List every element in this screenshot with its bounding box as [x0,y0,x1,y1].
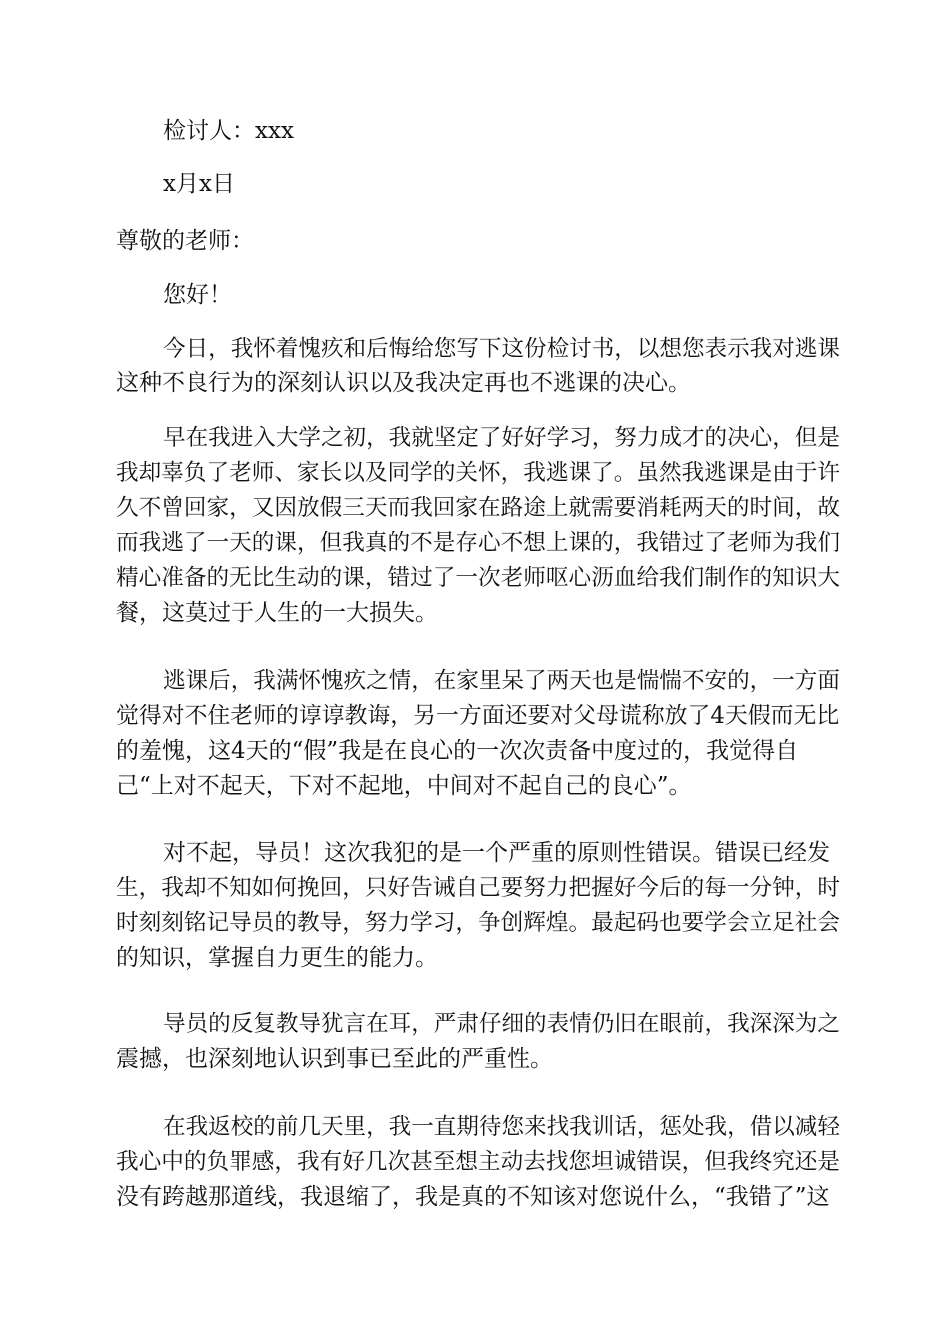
paragraph-5-line-1: 导员的反复教导犹言在耳，严肃仔细的表情仍旧在眼前，我深深为之 [163,1011,840,1037]
paragraph-2-line-3: 久不曾回家，又因放假三天而我回家在路途上就需要消耗两天的时间，故 [116,495,840,521]
paragraph-3-line-2: 觉得对不住老师的谆谆教诲，另一方面还要对父母谎称放了4天假而无比 [116,703,840,729]
greeting: 您好！ [163,282,232,308]
paragraph-1-line-1: 今日，我怀着愧疚和后悔给您写下这份检讨书，以想您表示我对逃课 [163,336,840,362]
paragraph-4-line-4: 的知识，掌握自力更生的能力。 [116,945,438,971]
paragraph-4-line-2: 生，我却不知如何挽回，只好告诫自己要努力把握好今后的每一分钟，时 [116,875,840,901]
paragraph-3-line-4: 己“上对不起天，下对不起地，中间对不起自己的良心”。 [116,773,692,799]
paragraph-2-line-6: 餐，这莫过于人生的一大损失。 [116,600,438,626]
paragraph-6-line-1: 在我返校的前几天里，我一直期待您来找我训话，惩处我，借以减轻 [163,1114,840,1140]
paragraph-1-line-2: 这种不良行为的深刻认识以及我决定再也不逃课的决心。 [116,370,691,396]
reviewer-line: 检讨人：xxx [163,118,294,144]
paragraph-6-line-2: 我心中的负罪感，我有好几次甚至想主动去找您坦诚错误，但我终究还是 [116,1149,840,1175]
paragraph-5-line-2: 震撼，也深刻地认识到事已至此的严重性。 [116,1046,553,1072]
paragraph-3-line-3: 的羞愧，这4天的“假”我是在良心的一次次责备中度过的，我觉得自 [116,738,799,764]
paragraph-4-line-1: 对不起，导员！这次我犯的是一个严重的原则性错误。错误已经发 [163,840,830,866]
paragraph-3-line-1: 逃课后，我满怀愧疚之情，在家里呆了两天也是惴惴不安的，一方面 [163,668,840,694]
paragraph-2-line-5: 精心准备的无比生动的课，错过了一次老师呕心沥血给我们制作的知识大 [116,565,840,591]
paragraph-4-line-3: 时刻刻铭记导员的教导，努力学习，争创辉煌。最起码也要学会立足社会 [116,910,840,936]
paragraph-2-line-4: 而我逃了一天的课，但我真的不是存心不想上课的，我错过了老师为我们 [116,530,840,556]
paragraph-2-line-2: 我却辜负了老师、家长以及同学的关怀，我逃课了。虽然我逃课是由于许 [116,460,840,486]
salutation: 尊敬的老师： [116,228,254,254]
paragraph-2-line-1: 早在我进入大学之初，我就坚定了好好学习，努力成才的决心，但是 [163,425,840,451]
date-line: x月x日 [163,171,235,197]
paragraph-6-line-3: 没有跨越那道线，我退缩了，我是真的不知该对您说什么，“我错了”这 [116,1184,830,1210]
